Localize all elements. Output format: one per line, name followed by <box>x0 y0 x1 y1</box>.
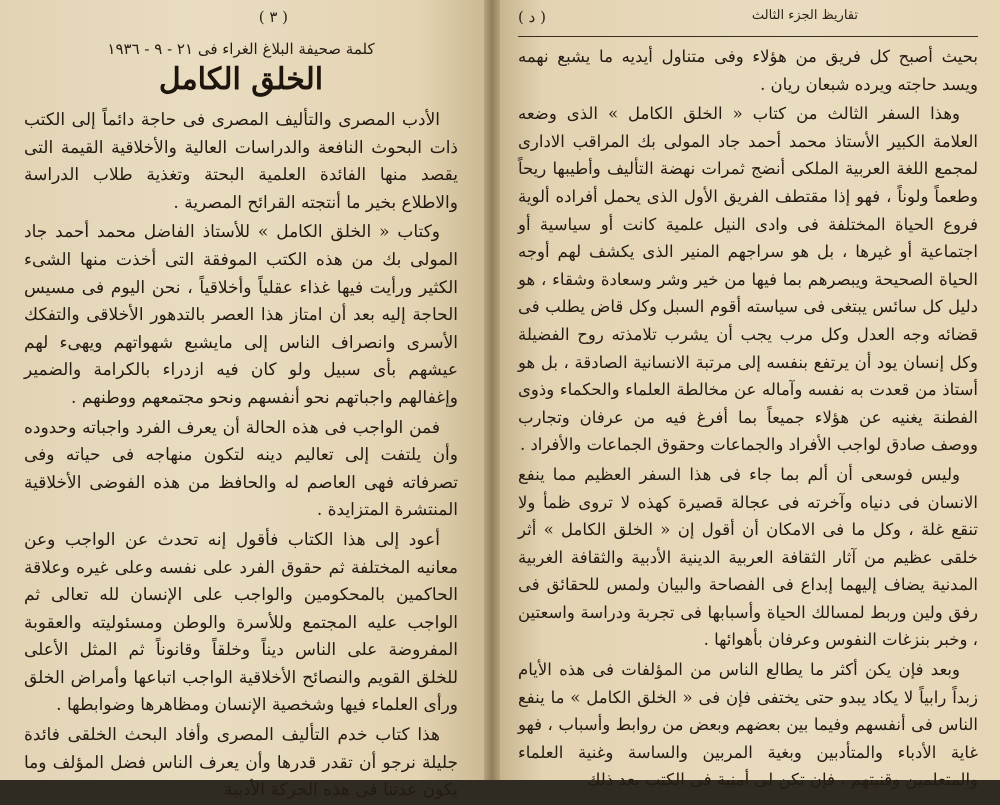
article-title: الخلق الكامل <box>158 62 324 97</box>
paragraph: الأدب المصرى والتأليف المصرى فى حاجة دائماً إلى الكتب ذات البحوث النافعة والدراسات العالية والأخلاقية القيمة التى يقصد منها الفائدة العلمية البحتة وتغذية طلاب الدراسة والاطلاع بخير ما أنتجته القرائح المصرية . <box>24 110 458 213</box>
paragraph: وليس فوسعى أن ألم بما جاء فى هذا السفر العظيم مما ينفع الانسان فى دنياه وآخرته فى عجالة قصيرة كهذه لا تروى ظمأ ولا تنقع غلة ، وكل ما فى الامكان أن أقول إن « الخلق الكامل » أثر خلقى عظيم من آثار الثقافة العربية الدينية الأدبية والثقافة الغربية المدنية يضاف إليهما إبداع فى الفصاحة والبيان ولمس للحقائق فى رفق ولين وربط لمسالك الحياة وأسبابها فى تجربة ودراسة واسعتين ، وخبر بنزغات النفوس وعرفان بأهوائها . <box>518 464 978 650</box>
left-page-header <box>24 8 458 34</box>
page-number: ( د ) <box>518 8 546 26</box>
paragraph: أعود إلى هذا الكتاب فأقول إنه تحدث عن الواجب وعن معانيه المختلفة ثم حقوق الفرد على نفسه وعلى غيره وعلاقة الحاكمين بالمحكومين والواجب على الإنسان لله تعالى ثم الواجب عليه المجتمع وللأسرة والوطن ومسئوليته والعقوبة المفروضة على الناس ديناً وخلقاً وقانوناً ثم المثل الأعلى للخلق القويم والنصائح الأخلاقية الواجب اتباعها وأمراض الخلق ورأى العلماء فيها وشخصية الإنسان ومظاهرها وضوابطها . <box>24 529 458 716</box>
page-number: ( ٣ ) <box>258 8 288 26</box>
left-page <box>0 0 492 801</box>
article-source-line: كلمة صحيفة البلاغ الغراء فى ٢١ - ٩ - ١٩٣٦ <box>107 40 375 58</box>
paragraph: هذا كتاب خدم التأليف المصرى وأفاد البحث الخلقى فائدة جليلة نرجو أن تقدر قدرها وأن يعرف الناس فضل المؤلف وما يكون عدتنا فى هذه الحركة الأدبية <box>24 725 458 801</box>
right-page <box>492 0 1000 790</box>
paragraph: بحيث أصبح كل فريق من هؤلاء وفى متناول أيديه ما يشبع نهمه ويسد حاجته ويرده شبعان ريان . <box>518 47 978 94</box>
header-rule <box>518 36 978 37</box>
paragraph: فمن الواجب فى هذه الحالة أن يعرف الفرد واجباته وحدوده وأن يلتفت إلى تعاليم دينه لتكون منهاجه فى حياته وفى تصرفاته فهى العاصم له والحافظ من هذه الفوضى الأخلاقية المنتشرة المتزايدة . <box>24 417 458 521</box>
book-gutter <box>484 0 500 780</box>
paragraph: وهذا السفر الثالث من كتاب « الخلق الكامل » الذى وضعه العلامة الكبير الأستاذ محمد أحمد جاد المولى بك المراقب الادارى لمجمع اللغة العربية الملكى أنضج ثمرات نهضة التأليف وأطيبها ريحاً وطعماً ولوناً ، فهو إذا مقتطف الفريق الأول الذى يحمل أفراده ألوية فروع الحياة المختلفة فى وادى النيل علمية كانت أو سياسية أو اجتماعية أو غيرها ، بل هو سراجهم المنير الذى يكشف لهم أوجه الحياة الصحيحة ويبصرهم بما فيها من خير وشر وسعادة وشقاء ، هو دليل كل سائس يبتغى فى سياسته أقوم السبل وكل قاض يطلب فى قضائه وجه العدل وكل مرب يجب أن يشرب تلامذته روح الفضيلة وكل إنسان يود أن يرتفع بنفسه إلى مرتبة الانسانية الصادقة ، بل هو أستاذ من قعدت به نفسه وآماله عن مخالطة العلماء والحكماء وذوى الفطنة يغنيه عن هؤلاء جميعاً بما أفرغ فيه من عرفان وتجارب ووصف صادق لواجب الأفراد والجماعات وحقوق الجماعات والأفراد . <box>518 104 978 455</box>
running-head: تقاريظ الجزء الثالث <box>751 8 858 23</box>
paragraph: وكتاب « الخلق الكامل » للأستاذ الفاضل محمد أحمد جاد المولى بك من هذه الكتب الموفقة التى أخذت منها الشىء الكثير ورأيت فيها غذاء عقلياً وأخلاقياً ، نحن اليوم فى مسيس الحاجة إليه بعد أن امتاز هذا العصر بالتدهور الأخلاقى والتفكك الأسرى وانصراف الناس إلى مايشبع شهواتهم ويهىء لهم عيشهم بأى سبيل ولو كان فيه ازدراء بالكرامة والضمير وإغفالهم واجباتهم نحو أنفسهم ونحو مجتمعهم ووطنهم . <box>24 222 458 408</box>
paragraph: وبعد فإن يكن أكثر ما يطالع الناس من المؤلفات فى هذه الأيام زبداً رابياً لا يكاد يبدو حتى يختفى فإن فى « الخلق الكامل » ما ينفع الناس فى أنفسهم وفيما بين بعضهم وبعض من روابط وأسباب ، فهو غاية الأدباء والمتأدبين وبغية المربين والساسة وغنية العلماء والمتعلمين وقنيتهم ، فإن تكن لى أمنية فى الكتب بعد ذلك <box>518 660 978 790</box>
right-page-header <box>518 8 978 34</box>
